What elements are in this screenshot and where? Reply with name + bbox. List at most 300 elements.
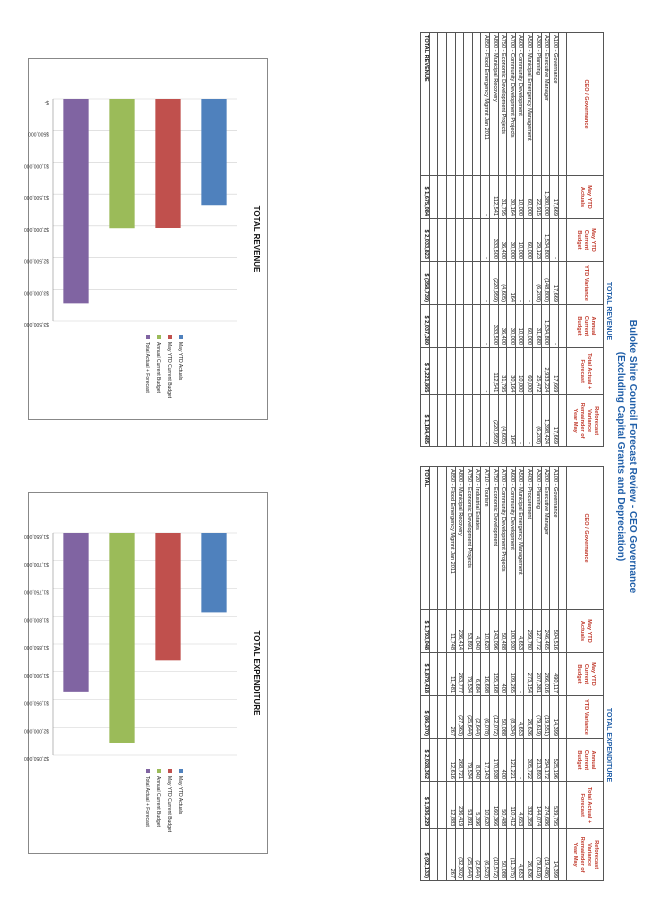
bar xyxy=(155,99,180,228)
legend-label: May YTD Current Budget xyxy=(166,342,172,399)
row-value xyxy=(558,348,567,395)
axis-tick-label: $1,800,000 xyxy=(23,616,49,623)
row-label: A200 - Executive Manager xyxy=(541,467,550,610)
expenditure-row xyxy=(541,467,550,881)
row-value xyxy=(429,176,438,219)
legend-label: Annual Current Budget xyxy=(155,342,161,393)
row-label: A600 - Community Development xyxy=(507,467,516,610)
row-value: 79,534 xyxy=(464,739,473,782)
revenue-chart-title: TOTAL REVENUE xyxy=(252,205,261,273)
row-value: 11,748 xyxy=(447,610,456,653)
revenue-row xyxy=(524,33,533,447)
row-label: A100 - Governance xyxy=(550,33,559,176)
row-value: 170,938 xyxy=(490,739,499,782)
row-value: (220,959) xyxy=(490,262,499,305)
row-value xyxy=(464,348,473,395)
row-value: 112,541 xyxy=(490,348,499,395)
row-value: - xyxy=(524,395,533,447)
axis-tick-label: $1,900,000 xyxy=(23,671,49,678)
expenditure-row xyxy=(438,467,447,881)
revenue-header: CEO / Governance xyxy=(567,33,604,176)
row-value xyxy=(472,219,481,262)
row-value xyxy=(464,395,473,447)
row-value xyxy=(438,348,447,395)
total-value: $ (86,370) xyxy=(421,696,430,739)
row-value xyxy=(429,262,438,305)
row-value xyxy=(438,610,447,653)
row-value: (148,800) xyxy=(541,262,550,305)
row-value: - xyxy=(515,395,524,447)
axis-tick-label: $1,850,000 xyxy=(23,644,49,650)
row-value: (10,572) xyxy=(490,829,499,881)
row-value xyxy=(455,219,464,262)
axis-tick-label: $2,500,000 xyxy=(23,257,49,264)
revenue-header: Annual Current Budget xyxy=(567,305,604,348)
row-value: (2,644) xyxy=(472,829,481,881)
row-label: A500 - Municipal Emergency Management xyxy=(515,467,524,610)
row-value xyxy=(472,395,481,447)
row-value: 10,000 xyxy=(515,176,524,219)
row-value xyxy=(455,176,464,219)
row-value: 29,123 xyxy=(533,219,542,262)
expenditure-header: May YTD Current Budget xyxy=(567,653,604,696)
row-label xyxy=(558,467,567,610)
expenditure-row xyxy=(498,467,507,881)
row-value: 4,040 xyxy=(472,610,481,653)
row-value xyxy=(438,696,447,739)
row-value xyxy=(438,653,447,696)
row-value xyxy=(558,739,567,782)
row-value xyxy=(472,348,481,395)
total-value: $ (358,739) xyxy=(421,262,430,305)
row-value: - xyxy=(515,262,524,305)
row-value: 12,883 xyxy=(447,782,456,829)
row-value: 490,117 xyxy=(550,653,559,696)
row-label xyxy=(429,467,438,610)
row-value: 1,398,424 xyxy=(541,395,550,447)
expenditure-section-title: TOTAL EXPENDITURE xyxy=(605,707,612,783)
row-label xyxy=(438,33,447,176)
revenue-chart xyxy=(23,58,268,420)
row-value: 268,721 xyxy=(455,739,464,782)
revenue-header: YTD Variance xyxy=(567,262,604,305)
row-value xyxy=(429,305,438,348)
total-row xyxy=(421,467,430,881)
row-value: 4,653 xyxy=(515,829,524,881)
row-value xyxy=(429,782,438,829)
row-value: 26,636 xyxy=(524,829,533,881)
row-value: 60,000 xyxy=(524,219,533,262)
bar xyxy=(109,533,134,743)
legend-swatch xyxy=(157,769,161,773)
revenue-row xyxy=(464,33,473,447)
row-value xyxy=(447,219,456,262)
row-value: (6,078) xyxy=(481,696,490,739)
row-value xyxy=(447,348,456,395)
row-label xyxy=(464,33,473,176)
row-value: 10,000 xyxy=(515,305,524,348)
row-label: A700 - Community Development Projects xyxy=(498,467,507,610)
row-value xyxy=(429,348,438,395)
row-value: 1,380,000 xyxy=(541,176,550,219)
row-value xyxy=(464,219,473,262)
row-value xyxy=(447,176,456,219)
row-value: 31,795 xyxy=(498,176,507,219)
total-value: $ 3,221,865 xyxy=(421,348,430,395)
total-row xyxy=(421,33,430,447)
row-value: 11,481 xyxy=(447,653,456,696)
row-value xyxy=(558,395,567,447)
row-value xyxy=(438,262,447,305)
revenue-section-title: TOTAL REVENUE xyxy=(605,281,612,341)
expenditure-row xyxy=(464,467,473,881)
expenditure-row xyxy=(472,467,481,881)
row-value: 53,891 xyxy=(464,610,473,653)
row-value: 273,154 xyxy=(524,653,533,696)
row-value: 31,680 xyxy=(533,305,542,348)
row-value: 12,616 xyxy=(447,739,456,782)
row-label: A400 - Procurement xyxy=(524,467,533,610)
row-value: - xyxy=(550,219,559,262)
row-label xyxy=(455,33,464,176)
row-value xyxy=(447,305,456,348)
row-label: A100 - Governance xyxy=(550,467,559,610)
expenditure-row xyxy=(507,467,516,881)
revenue-row xyxy=(429,33,438,447)
row-value: 53,891 xyxy=(464,782,473,829)
row-value: (19,486) xyxy=(541,829,550,881)
row-label: A710 - Tourism xyxy=(481,467,490,610)
row-value: 25,472 xyxy=(533,348,542,395)
row-value: 266,016 xyxy=(541,653,550,696)
legend-swatch xyxy=(168,335,172,339)
row-value xyxy=(455,262,464,305)
row-value: 267 xyxy=(447,829,456,881)
row-value: 207,381 xyxy=(533,653,542,696)
total-value: $ 2,037,380 xyxy=(421,305,430,348)
row-value xyxy=(464,262,473,305)
row-value: - xyxy=(481,219,490,262)
row-value: 155,168 xyxy=(490,653,499,696)
axis-tick-label: $1,750,000 xyxy=(23,588,49,595)
axis-tick-label: $2,000,000 xyxy=(23,727,49,734)
revenue-row xyxy=(541,33,550,447)
total-value: $ (92,133) xyxy=(421,829,430,881)
row-value xyxy=(429,653,438,696)
row-value: 10,000 xyxy=(515,219,524,262)
expenditure-row xyxy=(550,467,559,881)
row-value: - xyxy=(550,305,559,348)
expenditure-row xyxy=(558,467,567,881)
row-value: (6,208) xyxy=(533,395,542,447)
row-value: 17,669 xyxy=(550,395,559,447)
row-value: (27,363) xyxy=(455,696,464,739)
revenue-row xyxy=(533,33,542,447)
axis-tick-label: $1,500,000 xyxy=(23,194,49,201)
row-value: 17,143 xyxy=(481,739,490,782)
row-label: A200 - Executive Manager xyxy=(541,33,550,176)
row-value: 60,000 xyxy=(524,348,533,395)
axis-tick-label: $1,950,000 xyxy=(23,699,49,706)
row-value: (6,208) xyxy=(533,262,542,305)
legend-label: May YTD Actuals xyxy=(177,342,183,381)
row-value: (32,302) xyxy=(455,829,464,881)
row-value: 525,196 xyxy=(550,739,559,782)
row-value: 30,000 xyxy=(507,219,516,262)
row-value xyxy=(558,305,567,348)
revenue-header-row xyxy=(567,33,604,447)
bar xyxy=(155,533,180,660)
legend-label: Total Actual + Forecast xyxy=(144,342,150,393)
row-label: A850 - Flood Emergency Mgmnt Jan 2011 xyxy=(447,467,456,610)
expenditure-row xyxy=(490,467,499,881)
axis-tick-label: $500,000 xyxy=(28,130,49,137)
total-label: TOTAL xyxy=(421,467,430,610)
expenditure-header: May YTD Actuals xyxy=(567,610,604,653)
row-value: 4,653 xyxy=(515,610,524,653)
row-value: 143,096 xyxy=(490,610,499,653)
row-value xyxy=(558,653,567,696)
revenue-row xyxy=(438,33,447,447)
row-value: 36,400 xyxy=(498,219,507,262)
axis-tick-label: $3,500,000 xyxy=(23,321,49,327)
bar xyxy=(109,99,134,228)
row-value: 246,465 xyxy=(541,610,550,653)
row-label: A300 - Planning xyxy=(533,33,542,176)
axis-tick-label: $1,650,000 xyxy=(23,533,49,539)
revenue-header: Total Actual + Forecast xyxy=(567,348,604,395)
row-value xyxy=(438,739,447,782)
row-value: (6,523) xyxy=(481,829,490,881)
row-value xyxy=(438,395,447,447)
row-label xyxy=(438,467,447,610)
row-value: 110,412 xyxy=(507,782,516,829)
row-value: 100,930 xyxy=(507,610,516,653)
row-value: 10,000 xyxy=(515,348,524,395)
row-value: 30,164 xyxy=(507,348,516,395)
row-value: 60,000 xyxy=(524,305,533,348)
row-value xyxy=(558,829,567,881)
expenditure-chart-title: TOTAL EXPENDITURE xyxy=(252,630,261,716)
row-value xyxy=(438,219,447,262)
row-value: - xyxy=(524,262,533,305)
row-value xyxy=(447,262,456,305)
row-label: A850 - Flood Emergency Mgmnt Jan 2011 xyxy=(481,33,490,176)
row-value xyxy=(464,176,473,219)
legend-label: Total Actual + Forecast xyxy=(144,776,150,827)
row-value: - xyxy=(481,305,490,348)
row-label: A800 - Municipal Recovery xyxy=(455,467,464,610)
expenditure-header: Reforecast Variance Remainder of Year May xyxy=(567,829,604,881)
row-value: 263,777 xyxy=(455,653,464,696)
row-value xyxy=(464,305,473,348)
row-value xyxy=(438,176,447,219)
bar xyxy=(201,533,226,612)
row-value: 17,669 xyxy=(550,262,559,305)
expenditure-row xyxy=(429,467,438,881)
row-value: - xyxy=(481,262,490,305)
row-value: 6,684 xyxy=(472,653,481,696)
row-value xyxy=(429,696,438,739)
legend-swatch xyxy=(179,769,183,773)
row-label: A300 - Planning xyxy=(533,467,542,610)
row-value: 213,893 xyxy=(533,739,542,782)
expenditure-row xyxy=(455,467,464,881)
row-value: 10,620 xyxy=(481,782,490,829)
row-value: 2,933,224 xyxy=(541,348,550,395)
row-value: 274,686 xyxy=(541,782,550,829)
row-value: (4,605) xyxy=(498,395,507,447)
row-value xyxy=(558,262,567,305)
row-value: (11,375) xyxy=(507,829,516,881)
row-value xyxy=(558,610,567,653)
row-label: A720 - Industrial Estates xyxy=(472,467,481,610)
row-value: 164 xyxy=(507,262,516,305)
row-value xyxy=(455,305,464,348)
row-label: A500 - Municipal Emergency Management xyxy=(524,33,533,176)
legend-label: Annual Current Budget xyxy=(155,776,161,827)
expenditure-chart-svg xyxy=(23,493,267,853)
row-value: 160,366 xyxy=(490,782,499,829)
row-value: - xyxy=(481,176,490,219)
revenue-chart-svg xyxy=(23,59,267,419)
row-value xyxy=(429,829,438,881)
expenditure-row xyxy=(447,467,456,881)
expenditure-row xyxy=(515,467,524,881)
row-label: A700 - Community Development Projects xyxy=(507,33,516,176)
revenue-row xyxy=(498,33,507,447)
row-value: (12,072) xyxy=(490,696,499,739)
row-value: 4,653 xyxy=(515,782,524,829)
bar xyxy=(63,533,88,692)
row-value: 79,534 xyxy=(464,653,473,696)
row-label: A750 - Economic Development Projects xyxy=(498,33,507,176)
row-value: 14,399 xyxy=(550,829,559,881)
row-value: (4,605) xyxy=(498,262,507,305)
total-value: $ 2,028,362 xyxy=(421,739,430,782)
row-label xyxy=(429,33,438,176)
row-value: 127,772 xyxy=(533,610,542,653)
row-value: 267 xyxy=(447,696,456,739)
expenditure-header-row xyxy=(567,467,604,881)
row-value: 60,000 xyxy=(524,176,533,219)
row-value: - xyxy=(515,739,524,782)
row-value: 539,795 xyxy=(550,782,559,829)
row-value: 14,399 xyxy=(550,696,559,739)
revenue-header: May YTD Actuals xyxy=(567,176,604,219)
expenditure-chart xyxy=(23,492,268,854)
row-value: 164 xyxy=(507,395,516,447)
row-value: 16,698 xyxy=(481,653,490,696)
legend-swatch xyxy=(168,769,172,773)
legend-swatch xyxy=(146,769,150,773)
revenue-row xyxy=(447,33,456,447)
row-value xyxy=(447,395,456,447)
row-value: 50,088 xyxy=(498,829,507,881)
expenditure-header: YTD Variance xyxy=(567,696,604,739)
row-value: 109,265 xyxy=(507,653,516,696)
revenue-row xyxy=(490,33,499,447)
total-value: $ 1,675,084 xyxy=(421,176,430,219)
row-value: 17,669 xyxy=(550,348,559,395)
row-value xyxy=(472,305,481,348)
row-value xyxy=(429,610,438,653)
row-label xyxy=(472,33,481,176)
row-value xyxy=(558,176,567,219)
revenue-header: Reforecast Variance Remainder of Year May xyxy=(567,395,604,447)
row-value: 236,414 xyxy=(455,610,464,653)
revenue-row xyxy=(507,33,516,447)
row-value xyxy=(455,348,464,395)
row-value xyxy=(472,176,481,219)
row-value: 333,500 xyxy=(490,219,499,262)
revenue-row xyxy=(550,33,559,447)
row-value: 112,541 xyxy=(490,176,499,219)
row-value: 17,669 xyxy=(550,176,559,219)
row-value: 36,400 xyxy=(498,305,507,348)
bar xyxy=(63,99,88,303)
revenue-header: May YTD Current Budget xyxy=(567,219,604,262)
expenditure-row xyxy=(533,467,542,881)
legend-swatch xyxy=(157,335,161,339)
expenditure-header: CEO / Governance xyxy=(567,467,604,610)
revenue-row xyxy=(472,33,481,447)
row-value xyxy=(455,395,464,447)
expenditure-header: Annual Current Budget xyxy=(567,739,604,782)
total-value: $ 2,033,823 xyxy=(421,219,430,262)
row-value: - xyxy=(481,348,490,395)
row-label xyxy=(447,33,456,176)
total-value: $ 1,793,048 xyxy=(421,610,430,653)
legend-swatch xyxy=(179,335,183,339)
row-value: 30,000 xyxy=(507,305,516,348)
revenue-table xyxy=(420,32,612,447)
row-value: 50,488 xyxy=(498,610,507,653)
axis-tick-label: $1,700,000 xyxy=(23,560,49,567)
row-value xyxy=(429,395,438,447)
row-value: 332,358 xyxy=(524,782,533,829)
row-value: 144,074 xyxy=(533,782,542,829)
row-value: 8,040 xyxy=(472,739,481,782)
row-value: 4,653 xyxy=(515,696,524,739)
axis-tick-label: $2,000,000 xyxy=(23,225,49,232)
row-value xyxy=(558,696,567,739)
total-value: $ 1,879,418 xyxy=(421,653,430,696)
row-value: (79,619) xyxy=(533,829,542,881)
row-value: 236,419 xyxy=(455,782,464,829)
row-value: 50,088 xyxy=(498,696,507,739)
expenditure-row xyxy=(481,467,490,881)
total-value: $ 1,936,229 xyxy=(421,782,430,829)
row-value xyxy=(429,219,438,262)
report-title: Buloke Shire Council Forecast Review - CEO Governance xyxy=(627,319,638,594)
total-value: $ 1,184,485 xyxy=(421,395,430,447)
row-label: A750 - Economic Development Projects xyxy=(464,467,473,610)
row-value: 299,780 xyxy=(524,610,533,653)
expenditure-table xyxy=(420,466,612,881)
revenue-row xyxy=(455,33,464,447)
row-value xyxy=(438,305,447,348)
row-value xyxy=(438,829,447,881)
axis-tick-label: $2,050,000 xyxy=(23,755,49,761)
row-value: 121,221 xyxy=(507,739,516,782)
row-value: (25,644) xyxy=(464,829,473,881)
row-value xyxy=(558,782,567,829)
total-label: TOTAL REVENUE xyxy=(421,33,430,176)
row-value xyxy=(558,219,567,262)
row-value: 1,534,800 xyxy=(541,305,550,348)
axis-tick-label: $1,000,000 xyxy=(23,162,49,169)
